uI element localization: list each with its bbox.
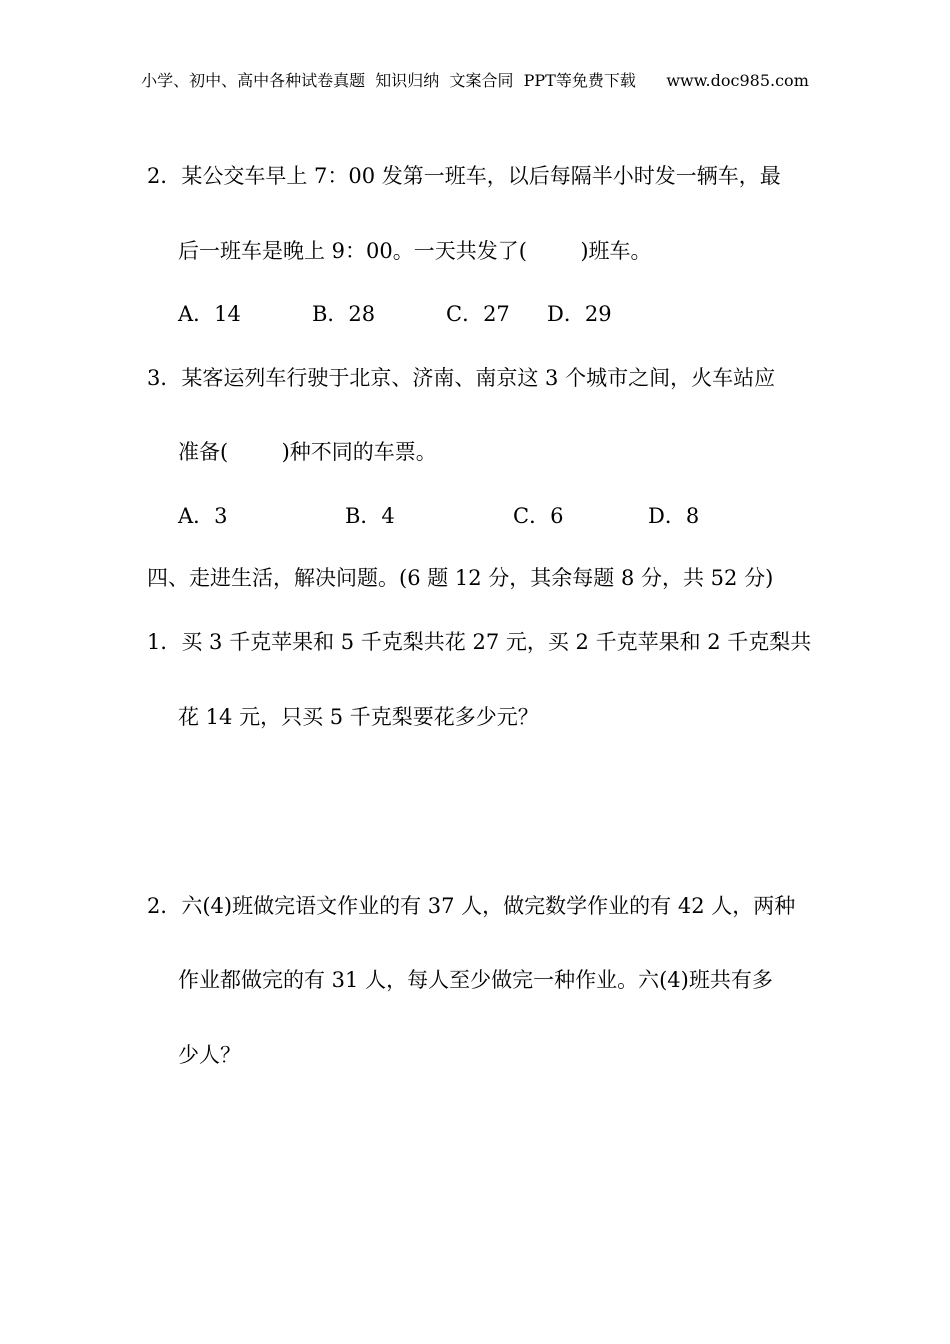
- question-2-option-b: B．28: [312, 302, 376, 326]
- section-4-title: 四、走进生活，解决问题。(6 题 12 分，其余每题 8 分，共 52 分): [147, 566, 774, 590]
- question-3-option-a: A．3: [178, 504, 228, 528]
- problem-2-line-1: 2．六(4)班做完语文作业的有 37 人，做完数学作业的有 42 人，两种: [147, 894, 796, 918]
- question-2-option-c: C．27: [446, 302, 510, 326]
- question-2-line-2: 后一班车是晚上 9：00。一天共发了( )班车。: [178, 239, 652, 263]
- question-3-option-c: C．6: [513, 504, 564, 528]
- question-3-option-b: B．4: [345, 504, 395, 528]
- problem-2-line-2: 作业都做完的有 31 人，每人至少做完一种作业。六(4)班共有多: [178, 968, 773, 992]
- question-3-line-1: 3．某客运列车行驶于北京、济南、南京这 3 个城市之间，火车站应: [147, 366, 776, 390]
- page-header: 小学、初中、高中各种试卷真题 知识归纳 文案合同 PPT等免费下载 www.doc985.com: [141, 71, 809, 90]
- question-2-option-a: A．14: [178, 302, 241, 326]
- question-3-line-2: 准备( )种不同的车票。: [178, 440, 437, 464]
- problem-1-line-2: 花 14 元，只买 5 千克梨要花多少元？: [178, 705, 539, 729]
- question-2-option-d: D．29: [547, 302, 612, 326]
- problem-2-line-3: 少人？: [178, 1043, 241, 1067]
- problem-1-line-1: 1．买 3 千克苹果和 5 千克梨共花 27 元，买 2 千克苹果和 2 千克梨共: [147, 630, 812, 654]
- question-3-option-d: D．8: [648, 504, 700, 528]
- question-2-line-1: 2．某公交车早上 7：00 发第一班车，以后每隔半小时发一辆车，最: [147, 164, 781, 188]
